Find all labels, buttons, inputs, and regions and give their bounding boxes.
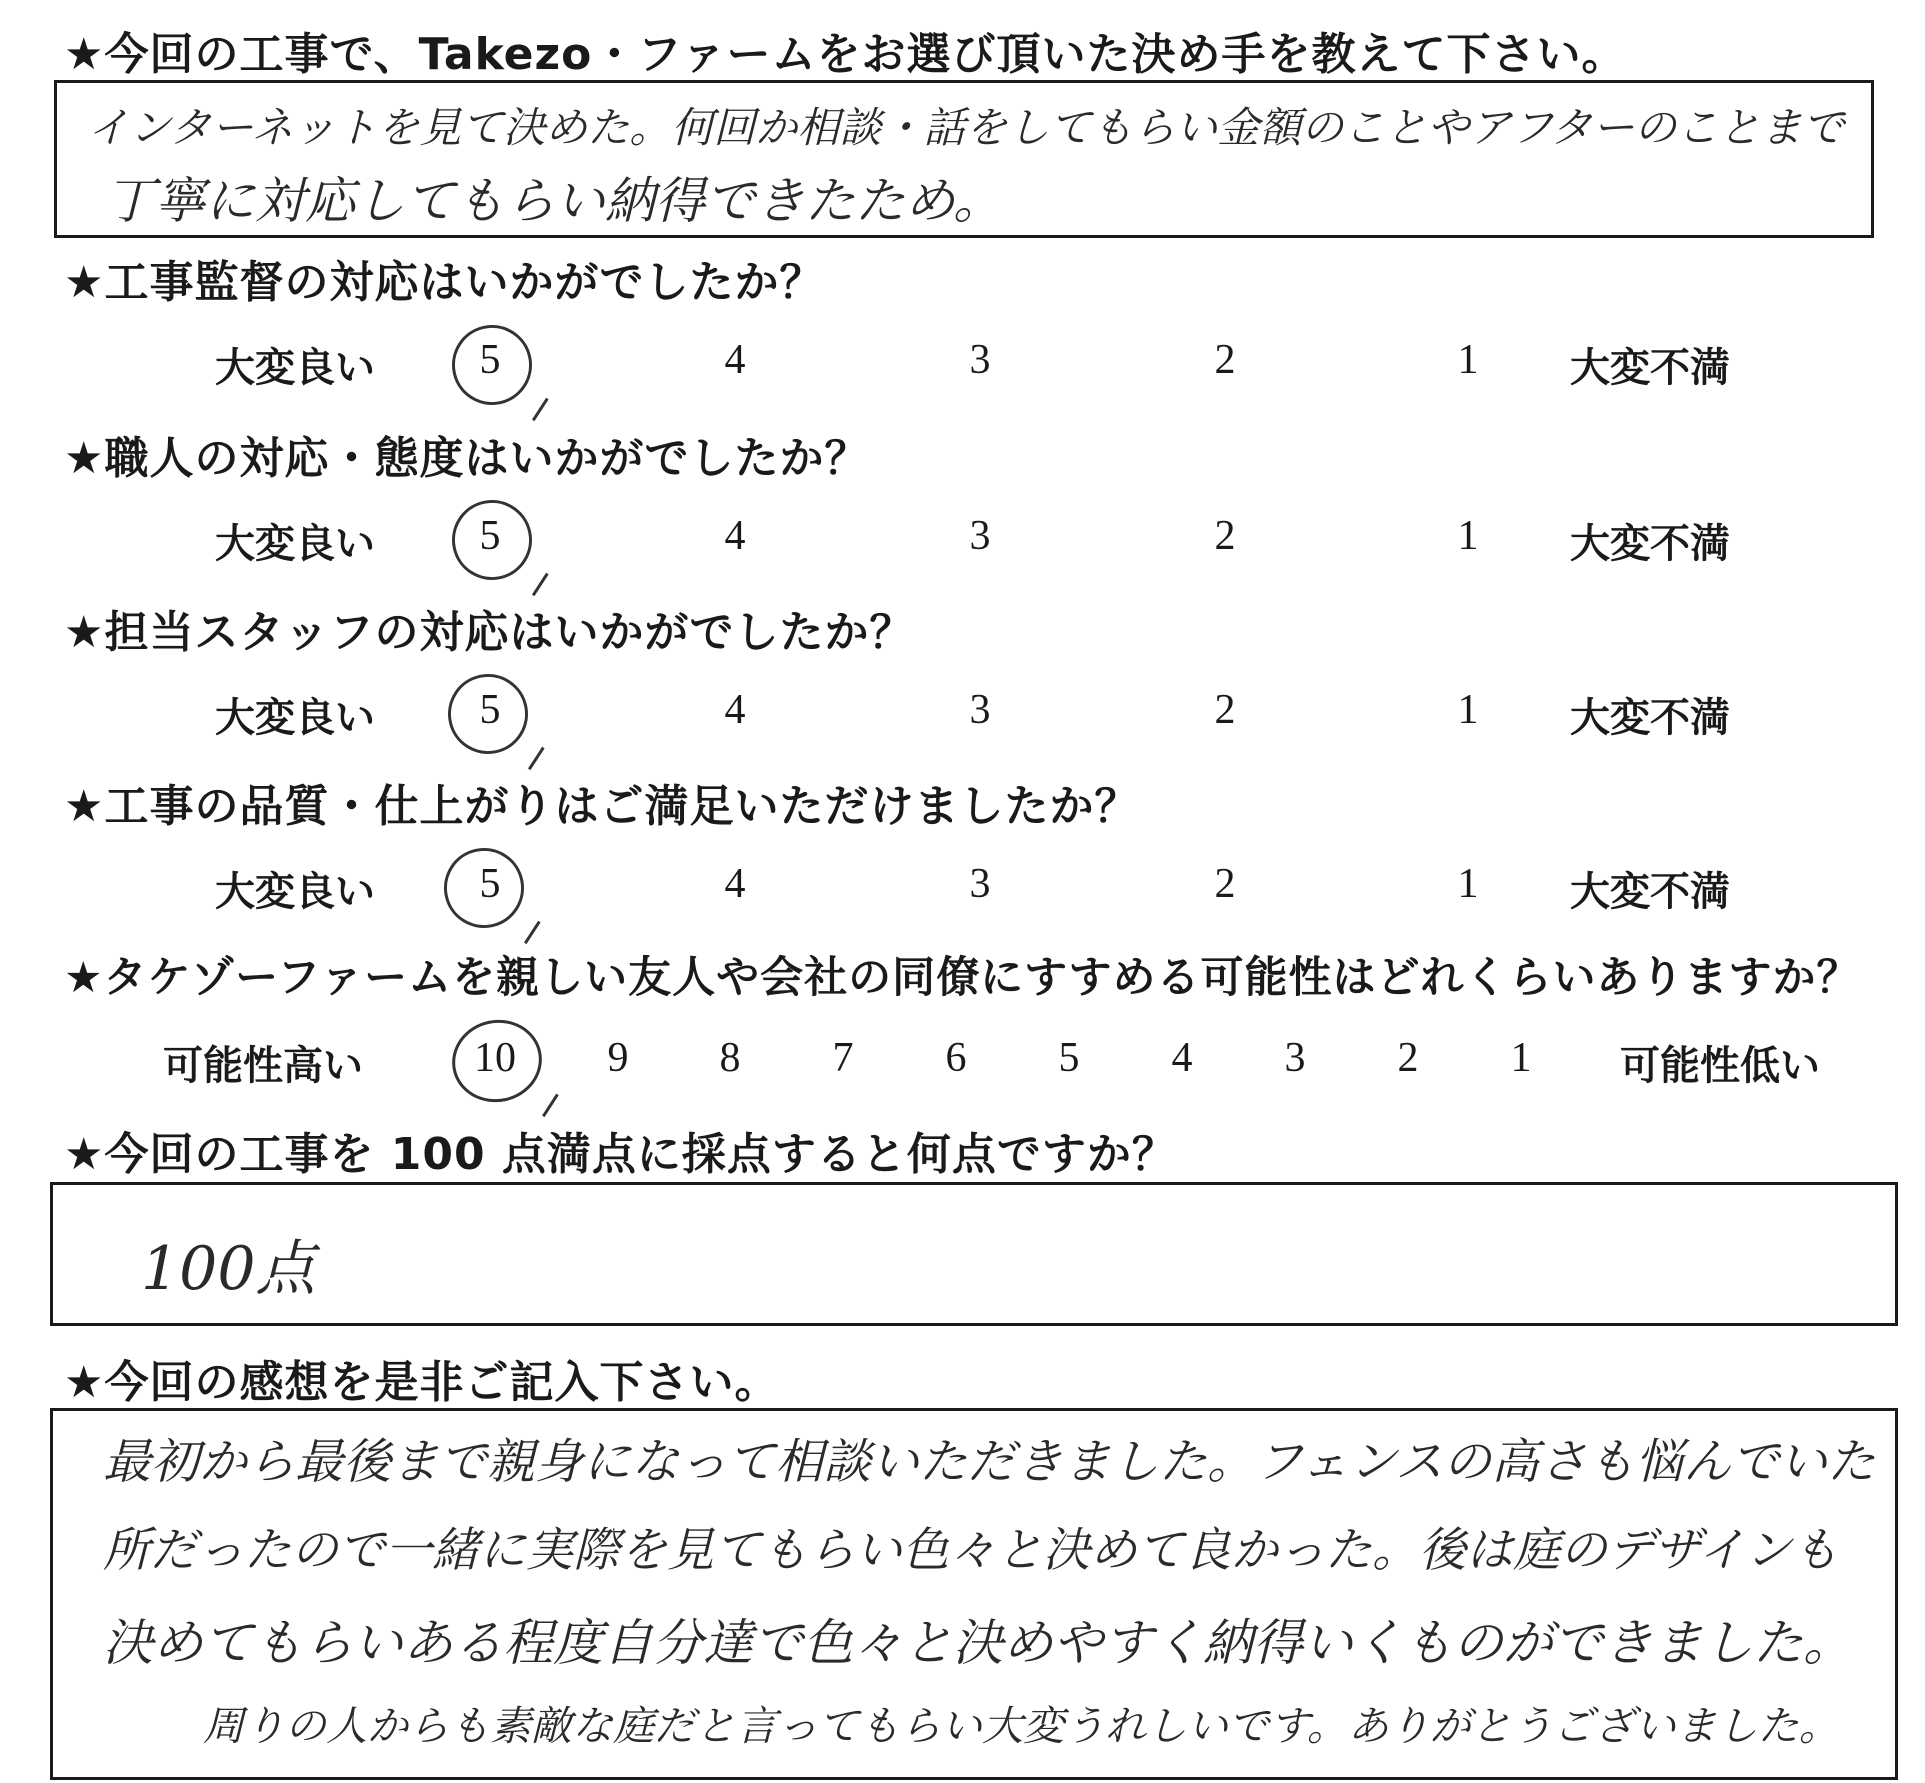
q8-answer-line-4: 周りの人からも素敵な庭だと言ってもらい大変うれしいです。ありがとうございました。 [203,1702,1840,1750]
q5-selected-circle [437,841,532,936]
q4-label-bad: 大変不満 [1570,695,1730,741]
q6-label-low: 可能性低い [1620,1043,1820,1089]
q2-option-5[interactable]: 5 [479,337,501,383]
q4-option-1[interactable]: 1 [1457,687,1479,733]
q7-answer: 100点 [141,1234,316,1304]
q8-answer-line-2: 所だったので一緒に実際を見てもらい色々と決めて良かった。後は庭のデザインも [103,1523,1839,1578]
q6-label-high: 可能性高い [163,1043,363,1089]
q1-answer-box [54,80,1874,238]
q6-option-5[interactable]: 5 [1058,1035,1080,1081]
q4-scale [0,686,1925,746]
q5-scale [0,860,1925,920]
q5-option-1[interactable]: 1 [1457,861,1479,907]
q4-option-3[interactable]: 3 [969,687,991,733]
q6-option-3[interactable]: 3 [1284,1035,1306,1081]
q6-question: ★タケゾーファームを親しい友人や会社の同僚にすすめる可能性はどれくらいありますか？ [64,953,1861,1003]
q5-option-2[interactable]: 2 [1214,861,1236,907]
q4-option-5[interactable]: 5 [479,687,501,733]
q1-answer-line-2: 丁寧に対応してもらい納得できたため。 [105,172,1003,230]
q2-option-1[interactable]: 1 [1457,337,1479,383]
q2-selected-circle [445,318,540,413]
q2-option-4[interactable]: 4 [724,337,746,383]
q3-selected-circle [445,493,540,588]
q5-option-3[interactable]: 3 [969,861,991,907]
q2-option-3[interactable]: 3 [969,337,991,383]
q5-question: ★工事の品質・仕上がりはご満足いただけましたか？ [64,781,1140,832]
q6-option-7[interactable]: 7 [832,1035,854,1081]
q3-option-1[interactable]: 1 [1457,513,1479,559]
q6-option-9[interactable]: 9 [607,1035,629,1081]
q3-option-4[interactable]: 4 [724,513,746,559]
q5-label-bad: 大変不満 [1570,869,1730,915]
q5-label-good: 大変良い [215,869,375,915]
q4-question: ★担当スタッフの対応はいかがでしたか？ [64,607,915,658]
q6-option-2[interactable]: 2 [1397,1035,1419,1081]
q3-question: ★職人の対応・態度はいかがでしたか？ [64,433,870,484]
q6-option-6[interactable]: 6 [945,1035,967,1081]
q6-option-4[interactable]: 4 [1171,1035,1193,1081]
q6-selected-circle [444,1012,549,1111]
q1-question: ★今回の工事で、Takezo・ファームをお選び頂いた決め手を教えて下さい。 [64,29,1627,80]
q3-option-3[interactable]: 3 [969,513,991,559]
q7-answer-box [50,1182,1898,1326]
q3-option-2[interactable]: 2 [1214,513,1236,559]
q4-option-4[interactable]: 4 [724,687,746,733]
q6-option-8[interactable]: 8 [719,1035,741,1081]
q8-question: ★今回の感想を是非ご記入下さい。 [64,1357,780,1408]
q8-answer-box [50,1408,1898,1780]
q2-option-2[interactable]: 2 [1214,337,1236,383]
q2-label-bad: 大変不満 [1570,345,1730,391]
q2-question: ★工事監督の対応はいかがでしたか？ [64,257,825,308]
q6-scale [0,1034,1925,1094]
q3-scale [0,512,1925,572]
q6-option-1[interactable]: 1 [1510,1035,1532,1081]
q3-option-5[interactable]: 5 [479,513,501,559]
q5-option-5[interactable]: 5 [479,861,501,907]
q8-answer-line-3: 決めてもらいある程度自分達で色々と決めやすく納得いくものができました。 [103,1614,1853,1672]
q2-scale [0,336,1925,396]
q7-question: ★今回の工事を 100 点満点に採点すると何点ですか？ [64,1129,1177,1180]
q1-answer-line-1: インターネットを見て決めた。何回か相談・話をしてもらい金額のことやアフターのことまで [87,103,1845,152]
q4-selected-circle [441,667,536,762]
q5-option-4[interactable]: 4 [724,861,746,907]
q8-answer-line-1: 最初から最後まで親身になって相談いただきました。フェンスの高さも悩んでいた [103,1434,1876,1490]
q6-option-10[interactable]: 10 [474,1035,516,1081]
q3-label-bad: 大変不満 [1570,521,1730,567]
q4-label-good: 大変良い [215,695,375,741]
q2-label-good: 大変良い [215,345,375,391]
q3-label-good: 大変良い [215,521,375,567]
q4-option-2[interactable]: 2 [1214,687,1236,733]
